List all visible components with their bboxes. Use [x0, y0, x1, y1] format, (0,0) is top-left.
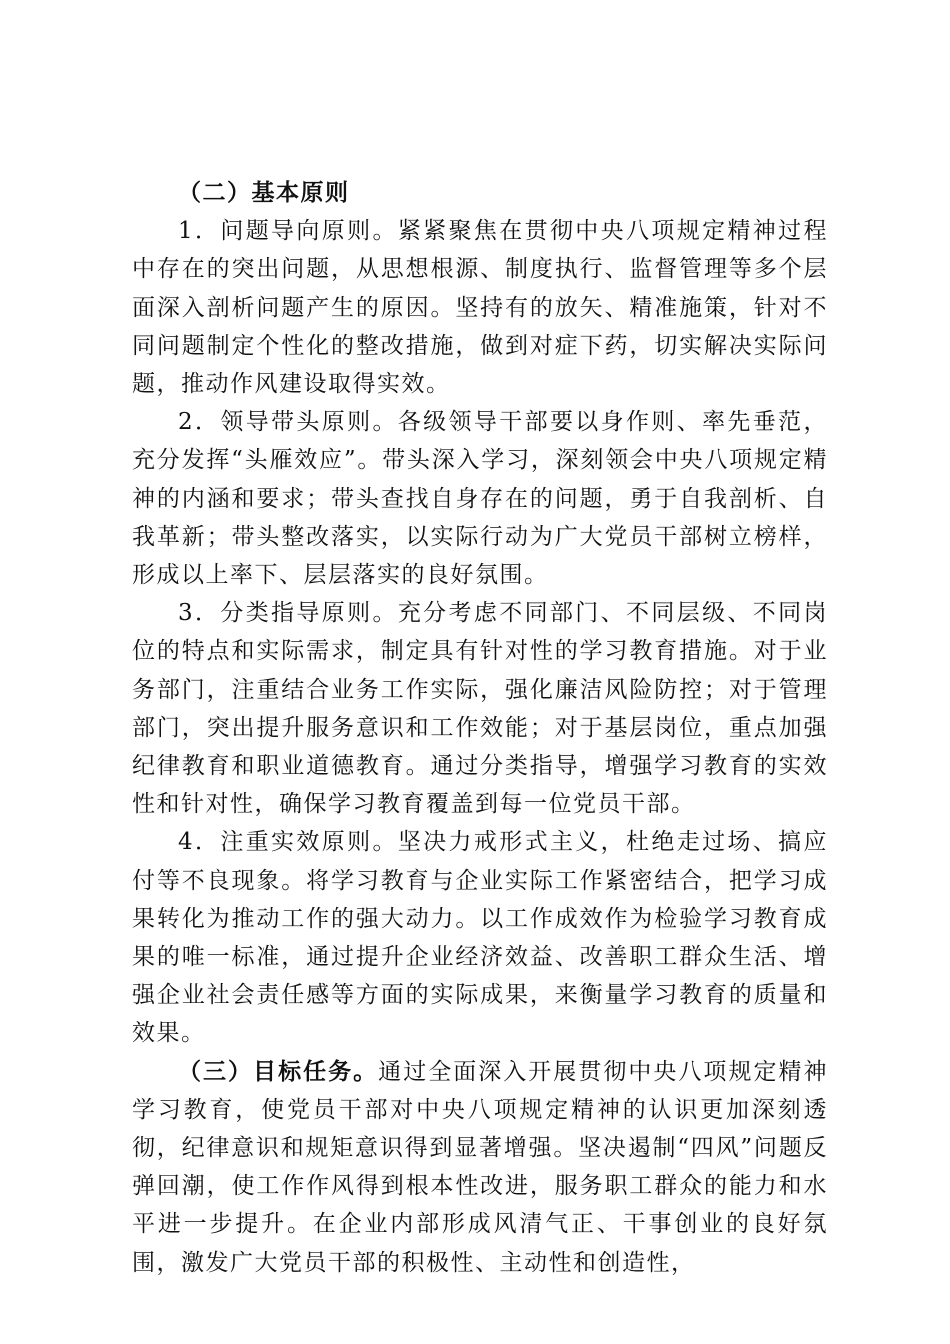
principle-classified-guidance: 3．分类指导原则。充分考虑不同部门、不同层级、不同岗位的特点和实际需求，制定具有针对性的学习教育措施。对于业务部门，注重结合业务工作实际，强化廉洁风险防控；对于管理部门，突出提升服务意识和工作效能；对于基层岗位，重点加强纪律教育和职业道德教育。通过分类指导，增强学习教育的实效性和针对性，确保学习教育覆盖到每一位党员干部。 — [132, 600, 828, 818]
principle-practical-results: 4．注重实效原则。坚决力戒形式主义，杜绝走过场、搞应付等不良现象。将学习教育与企业实际工作紧密结合，把学习成果转化为推动工作的强大动力。以工作成效作为检验学习教育成果的唯一标准，通过提升企业经济效益、改善职工群众生活、增强企业社会责任感等方面的实际成果，来衡量学习教育的质量和效果。 — [132, 829, 828, 1047]
section-goals-body: 通过全面深入开展贯彻中央八项规定精神学习教育，使党员干部对中央八项规定精神的认识更加深刻透彻，纪律意识和规矩意识得到显著增强。坚决遏制“四风”问题反弹回潮，使工作作风得到根本性改进，服务职工群众的能力和水平进一步提升。在企业内部形成风清气正、干事创业的良好氛围，激发广大党员干部的积极性、主动性和创造性， — [132, 1058, 829, 1276]
document-page — [132, 174, 828, 1282]
principle-problem-oriented: 1．问题导向原则。紧紧聚焦在贯彻中央八项规定精神过程中存在的突出问题，从思想根源、制度执行、监督管理等多个层面深入剖析问题产生的原因。坚持有的放矢、精准施策，针对不同问题制定个性化的整改措施，做到对症下药，切实解决实际问题，推动作风建设取得实效。 — [132, 218, 828, 398]
principle-leadership-example: 2．领导带头原则。各级领导干部要以身作则、率先垂范，充分发挥“头雁效应”。带头深入学习，深刻领会中央八项规定精神的内涵和要求；带头查找自身存在的问题，勇于自我剖析、自我革新；带头整改落实，以实际行动为广大党员干部树立榜样，形成以上率下、层层落实的良好氛围。 — [132, 409, 828, 589]
section-goals-paragraph — [132, 1053, 828, 1282]
section-heading-basic-principles: （二）基本原则 — [178, 179, 350, 206]
section-heading-goals: （三）目标任务。 — [178, 1057, 379, 1085]
